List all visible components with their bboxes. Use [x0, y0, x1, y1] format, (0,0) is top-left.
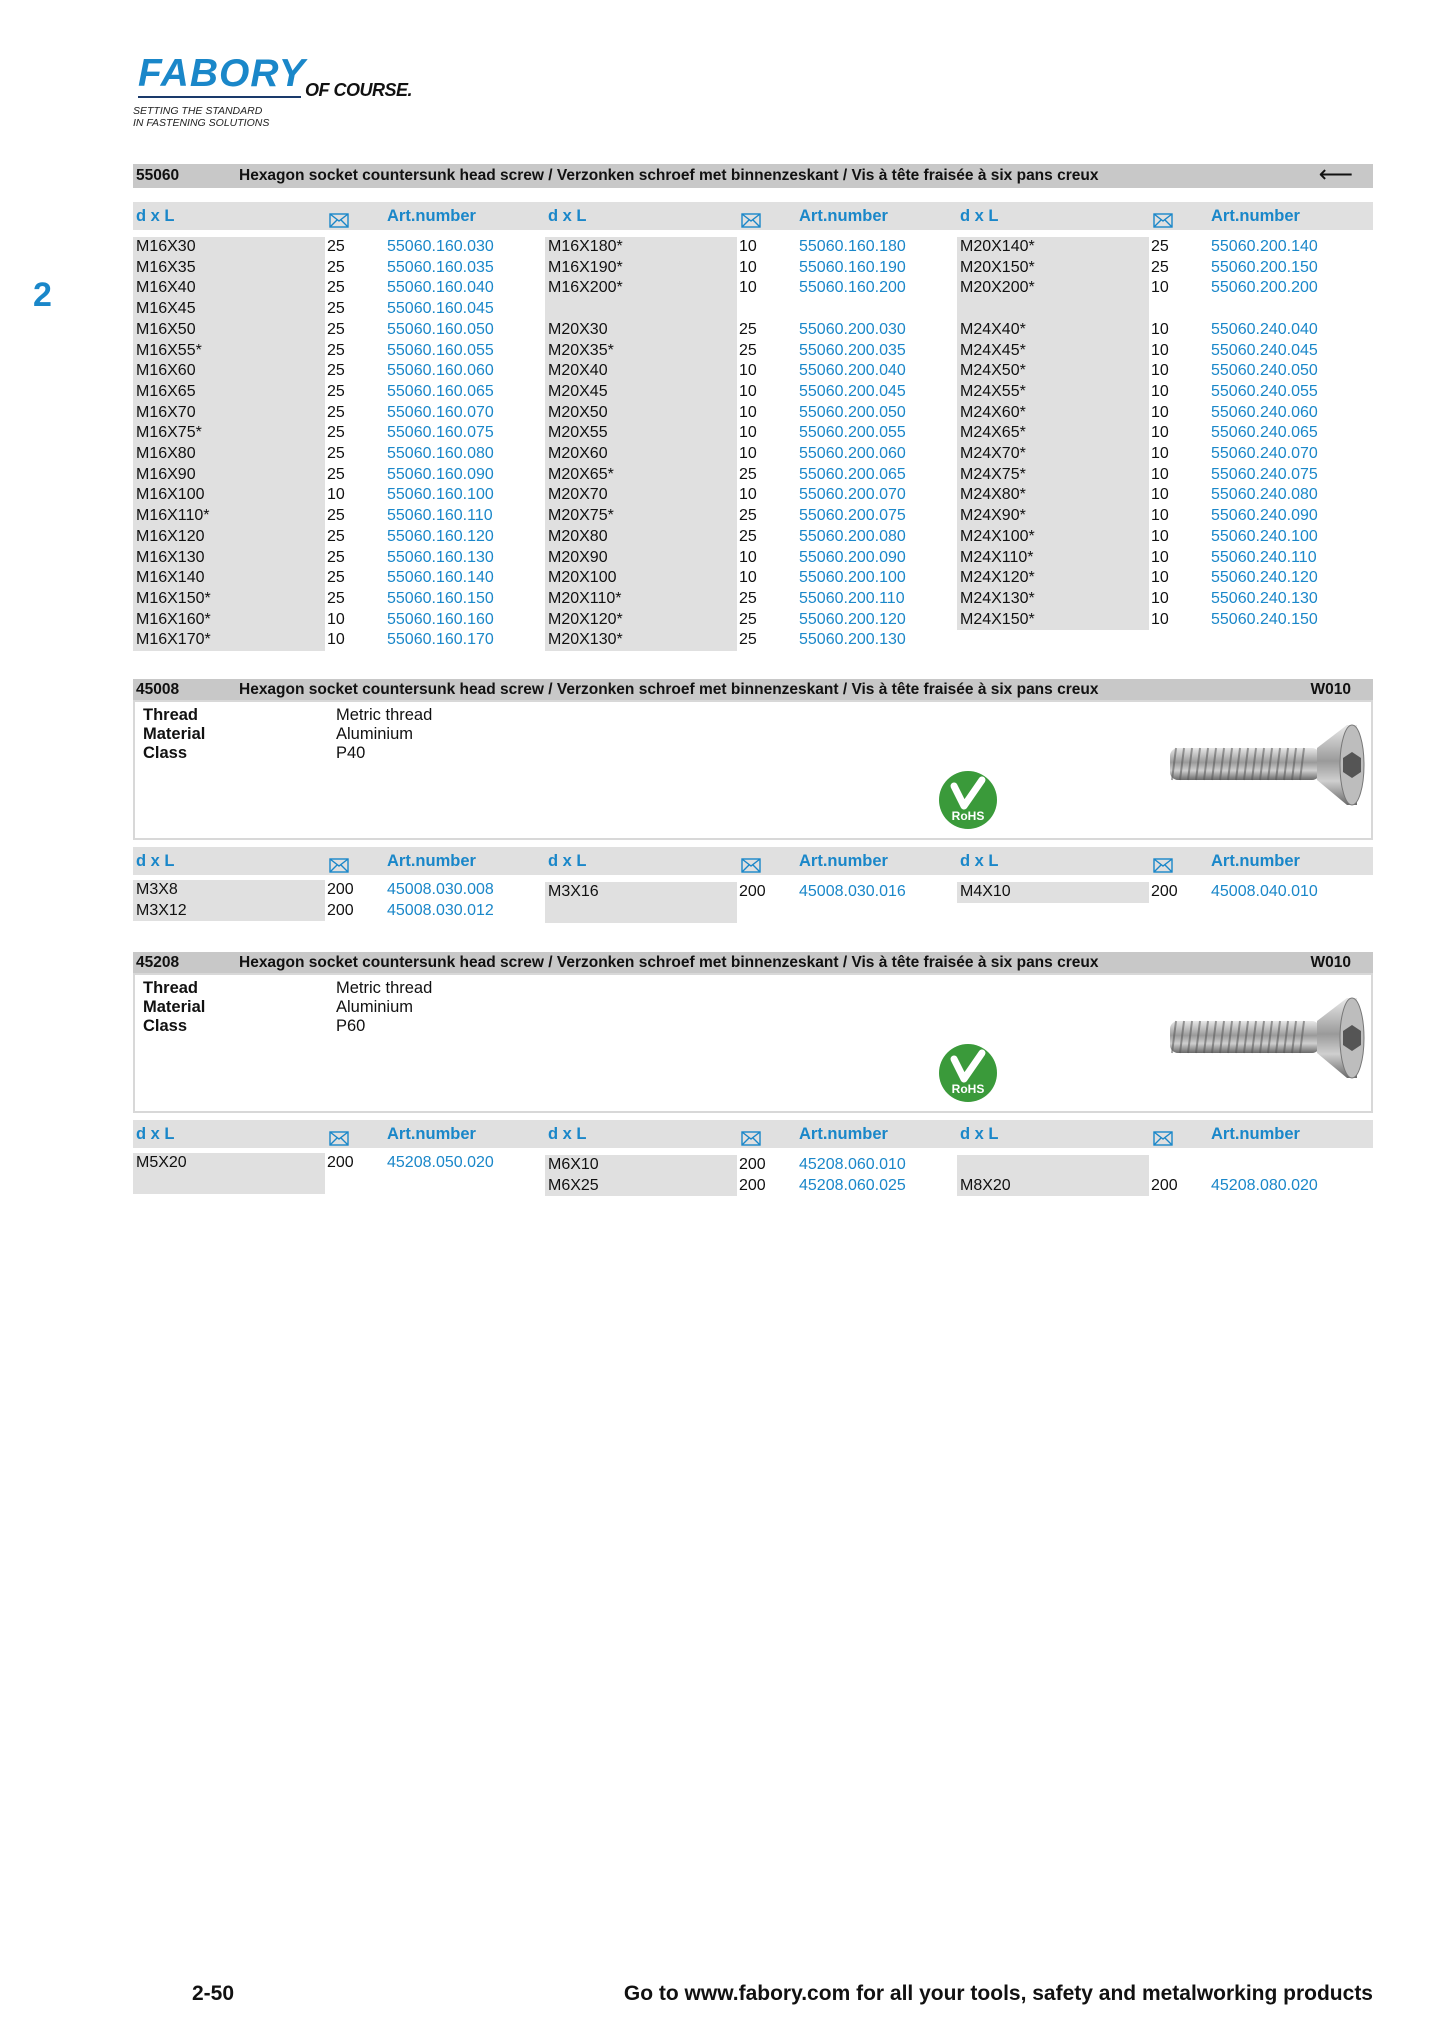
section-header-45208: [133, 952, 1373, 973]
article-number-link[interactable]: 55060.200.150: [1211, 258, 1318, 276]
size-cell: M5X20: [136, 1154, 187, 1171]
quantity-cell: 10: [739, 258, 757, 276]
size-cell: M24X110*: [960, 548, 1034, 566]
size-cell: M20X90: [548, 548, 608, 566]
article-number-link[interactable]: 55060.160.090: [387, 465, 494, 483]
article-number-link[interactable]: 45208.060.010: [799, 1156, 906, 1173]
logo-underline: [138, 96, 301, 98]
logo-tagline: SETTING THE STANDARD IN FASTENING SOLUTIONS: [133, 105, 270, 129]
quantity-cell: 10: [1151, 320, 1169, 338]
svg-text:RoHS: RoHS: [951, 809, 985, 823]
col-header-art: Art.number: [799, 852, 888, 870]
column-header-row: [133, 1120, 1373, 1148]
quantity-cell: 200: [739, 883, 766, 900]
quantity-cell: 25: [327, 424, 345, 442]
size-cell: M16X190*: [548, 258, 623, 276]
article-number-link[interactable]: 55060.160.130: [387, 548, 494, 566]
col-header-dxl: d x L: [136, 207, 175, 225]
size-cell: M16X35: [136, 258, 196, 276]
size-cell: M20X60: [548, 445, 608, 462]
back-arrow-icon[interactable]: ⟵: [1318, 161, 1353, 188]
size-cell: M24X150*: [960, 610, 1035, 628]
quantity-cell: 10: [739, 238, 757, 255]
article-number-link[interactable]: 55060.160.070: [387, 403, 494, 421]
col-header-dxl: d x L: [548, 207, 587, 225]
fabory-logo: [133, 52, 433, 132]
size-cell: M16X120: [136, 527, 205, 545]
article-number-link[interactable]: 55060.160.120: [387, 527, 494, 545]
envelope-icon: [1153, 209, 1173, 224]
article-number-link[interactable]: 55060.160.080: [387, 445, 494, 462]
quantity-cell: 10: [1151, 362, 1169, 380]
article-number-link[interactable]: 55060.240.080: [1211, 486, 1318, 504]
size-cell: M20X110*: [548, 589, 622, 607]
quantity-cell: 10: [1151, 569, 1169, 587]
chapter-number: 2: [33, 276, 52, 314]
quantity-cell: 200: [327, 881, 354, 898]
size-cell: M16X140: [136, 569, 205, 587]
quantity-cell: 25: [327, 548, 345, 566]
section-header-55060: [133, 161, 1373, 188]
logo-slogan: OF COURSE.: [305, 80, 413, 100]
size-cell: M20X35*: [548, 341, 614, 359]
article-number-link[interactable]: 55060.200.065: [799, 465, 906, 483]
size-cell: M3X16: [548, 883, 599, 900]
quantity-cell: 10: [739, 548, 757, 566]
article-number-link[interactable]: 55060.200.075: [799, 507, 906, 525]
quantity-cell: 25: [739, 341, 757, 359]
article-code: 45208: [136, 954, 180, 971]
article-number-link[interactable]: 55060.200.080: [799, 527, 906, 545]
size-cell: M24X70*: [960, 445, 1026, 462]
size-cell: M4X10: [960, 883, 1011, 900]
article-number-link[interactable]: 55060.160.035: [387, 258, 494, 276]
size-cell: M24X100*: [960, 527, 1035, 545]
size-cell: M24X40*: [960, 320, 1026, 338]
size-cell: M24X55*: [960, 382, 1026, 400]
footer-promo: Go to www.fabory.com for all your tools, safety and metalworking products: [623, 1982, 1373, 2005]
size-cell: M16X150*: [136, 589, 211, 607]
quantity-cell: 200: [1151, 883, 1178, 900]
article-number-link[interactable]: 55060.240.070: [1211, 445, 1318, 462]
quantity-cell: 10: [327, 631, 345, 649]
article-number-link[interactable]: 55060.240.040: [1211, 320, 1318, 338]
article-number-link[interactable]: 45008.030.008: [387, 881, 494, 898]
envelope-icon: [741, 854, 761, 869]
quantity-cell: 10: [739, 403, 757, 421]
article-number-link[interactable]: 55060.200.055: [799, 424, 906, 442]
quantity-cell: 200: [739, 1176, 766, 1194]
col-header-dxl: d x L: [548, 852, 587, 870]
article-number-link[interactable]: 55060.160.060: [387, 362, 494, 380]
section-title: Hexagon socket countersunk head screw / Verzonken schroef met binnenzeskant / Vis à tête fraisée à six pans creux: [239, 167, 1099, 184]
size-cell: M24X120*: [960, 569, 1035, 587]
size-cell: M16X55*: [136, 341, 202, 359]
quantity-cell: 25: [739, 465, 757, 483]
quantity-cell: 200: [1151, 1176, 1178, 1194]
size-cell: M16X50: [136, 320, 196, 338]
article-number-link[interactable]: 55060.160.160: [387, 610, 494, 628]
size-cell: M20X45: [548, 382, 608, 400]
size-cell: M24X75*: [960, 465, 1026, 483]
size-cell: M16X170*: [136, 631, 211, 649]
size-cell: M20X150*: [960, 258, 1035, 276]
quantity-cell: 10: [1151, 548, 1169, 566]
envelope-icon: [1153, 854, 1173, 869]
article-code: 45008: [136, 681, 180, 698]
size-cell: M16X130: [136, 548, 205, 566]
quantity-cell: 10: [739, 382, 757, 400]
quantity-cell: 25: [327, 527, 345, 545]
envelope-icon: [1153, 1127, 1173, 1142]
spec-box-45208: Thread Metric thread Material Aluminium Class P60 RoHS: [133, 973, 1373, 1113]
article-number-link[interactable]: 55060.160.065: [387, 382, 494, 400]
col-header-dxl: d x L: [960, 1125, 999, 1143]
column-header-row: [133, 847, 1373, 875]
size-cell: M16X200*: [548, 279, 623, 297]
size-cell: M16X80: [136, 445, 196, 462]
size-cell: M24X130*: [960, 589, 1035, 607]
article-number-link[interactable]: 55060.160.170: [387, 631, 494, 649]
quantity-cell: 10: [739, 569, 757, 587]
size-cell: M16X90: [136, 465, 196, 483]
article-number-link[interactable]: 55060.240.045: [1211, 341, 1318, 359]
quantity-cell: 10: [1151, 279, 1169, 297]
size-cell: M24X90*: [960, 507, 1026, 525]
envelope-icon: [329, 854, 349, 869]
size-cell: M20X100: [548, 569, 617, 587]
article-number-link[interactable]: 45008.030.016: [799, 883, 906, 900]
size-cell: M24X50*: [960, 362, 1026, 380]
article-number-link[interactable]: 55060.160.140: [387, 569, 494, 587]
article-number-link[interactable]: 55060.160.180: [799, 238, 906, 255]
screw-product-image: [1162, 720, 1372, 810]
col-header-art: Art.number: [387, 1125, 476, 1143]
size-cell: M16X30: [136, 238, 196, 255]
size-cell: M16X60: [136, 362, 196, 380]
quantity-cell: 10: [1151, 507, 1169, 525]
article-number-link[interactable]: 55060.160.050: [387, 320, 494, 338]
article-number-link[interactable]: 55060.240.075: [1211, 465, 1318, 483]
article-number-link[interactable]: 55060.200.040: [799, 362, 906, 380]
quantity-cell: 25: [739, 610, 757, 628]
svg-text:RoHS: RoHS: [951, 1082, 985, 1096]
rohs-badge-icon: [938, 1043, 998, 1103]
size-cell: M20X30: [548, 320, 608, 338]
article-number-link[interactable]: 45208.080.020: [1211, 1176, 1318, 1194]
quantity-cell: 25: [739, 320, 757, 338]
size-cell: M20X70: [548, 486, 608, 504]
col-header-dxl: d x L: [548, 1125, 587, 1143]
article-number-link[interactable]: 55060.200.130: [799, 631, 906, 649]
quantity-cell: 25: [327, 589, 345, 607]
col-header-art: Art.number: [1211, 207, 1300, 225]
quantity-cell: 200: [739, 1156, 766, 1173]
quantity-cell: 10: [1151, 465, 1169, 483]
section-code-right: W010: [1310, 954, 1351, 971]
quantity-cell: 10: [1151, 424, 1169, 442]
quantity-cell: 10: [739, 424, 757, 442]
quantity-cell: 10: [327, 486, 345, 504]
article-number-link[interactable]: 55060.240.150: [1211, 610, 1318, 628]
article-number-link[interactable]: 55060.200.090: [799, 548, 906, 566]
size-cell: M3X8: [136, 881, 178, 898]
article-number-link[interactable]: 55060.200.035: [799, 341, 906, 359]
quantity-cell: 10: [1151, 341, 1169, 359]
col-header-art: Art.number: [799, 1125, 888, 1143]
quantity-cell: 25: [327, 341, 345, 359]
article-number-link[interactable]: 55060.160.055: [387, 341, 494, 359]
envelope-icon: [741, 209, 761, 224]
article-number-link[interactable]: 55060.200.140: [1211, 238, 1318, 255]
col-header-dxl: d x L: [960, 207, 999, 225]
col-header-art: Art.number: [799, 207, 888, 225]
envelope-icon: [329, 209, 349, 224]
article-number-link[interactable]: 55060.240.100: [1211, 527, 1318, 545]
quantity-cell: 10: [1151, 382, 1169, 400]
quantity-cell: 25: [327, 382, 345, 400]
screw-product-image: [1162, 993, 1372, 1083]
article-number-link[interactable]: 55060.240.120: [1211, 569, 1318, 587]
quantity-cell: 25: [739, 507, 757, 525]
article-number-link[interactable]: 55060.240.090: [1211, 507, 1318, 525]
quantity-cell: 10: [327, 610, 345, 628]
quantity-cell: 25: [739, 589, 757, 607]
quantity-cell: 10: [1151, 610, 1169, 628]
article-number-link[interactable]: 55060.200.050: [799, 403, 906, 421]
article-number-link[interactable]: 55060.200.100: [799, 569, 906, 587]
quantity-cell: 200: [327, 1154, 354, 1171]
quantity-cell: 25: [327, 362, 345, 380]
size-cell: M20X140*: [960, 238, 1035, 255]
section-header-45008: [133, 679, 1373, 700]
size-cell: M16X45: [136, 300, 196, 318]
article-number-link[interactable]: 55060.200.030: [799, 320, 906, 338]
article-number-link[interactable]: 45208.060.025: [799, 1176, 906, 1194]
article-number-link[interactable]: 55060.240.055: [1211, 382, 1318, 400]
quantity-cell: 10: [1151, 527, 1169, 545]
section-code-right: W010: [1310, 681, 1351, 698]
article-number-link[interactable]: 55060.160.100: [387, 486, 494, 504]
article-number-link[interactable]: 55060.160.030: [387, 238, 494, 255]
quantity-cell: 25: [1151, 238, 1169, 255]
quantity-cell: 25: [739, 631, 757, 649]
size-cell: M24X80*: [960, 486, 1026, 504]
quantity-cell: 25: [739, 527, 757, 545]
section-title: Hexagon socket countersunk head screw / Verzonken schroef met binnenzeskant / Vis à tête fraisée à six pans creux: [239, 954, 1099, 971]
size-cell: M20X200*: [960, 279, 1035, 297]
quantity-cell: 10: [739, 362, 757, 380]
col-header-dxl: d x L: [960, 852, 999, 870]
article-number-link[interactable]: 55060.160.110: [387, 507, 493, 525]
page-number: 2-50: [192, 1982, 235, 2005]
quantity-cell: 10: [739, 486, 757, 504]
article-number-link[interactable]: 45208.050.020: [387, 1154, 494, 1171]
article-number-link[interactable]: 55060.240.060: [1211, 403, 1318, 421]
logo-wordmark: FABORY: [138, 52, 306, 95]
size-cell: M20X120*: [548, 610, 623, 628]
quantity-cell: 25: [327, 279, 345, 297]
size-cell: M16X110*: [136, 507, 210, 525]
quantity-cell: 25: [327, 258, 345, 276]
quantity-cell: 25: [327, 403, 345, 421]
quantity-cell: 10: [1151, 486, 1169, 504]
size-cell: M16X40: [136, 279, 196, 297]
quantity-cell: 25: [1151, 258, 1169, 276]
article-number-link[interactable]: 55060.200.200: [1211, 279, 1318, 297]
size-cell: M20X65*: [548, 465, 614, 483]
article-number-link[interactable]: 55060.160.045: [387, 300, 494, 318]
size-cell: M20X75*: [548, 507, 614, 525]
size-cell: M20X80: [548, 527, 608, 545]
article-number-link[interactable]: 55060.240.110: [1211, 548, 1317, 566]
article-number-link[interactable]: 55060.200.120: [799, 610, 906, 628]
size-cell: M6X25: [548, 1176, 599, 1194]
size-cell: M6X10: [548, 1156, 599, 1173]
size-cell: M3X12: [136, 901, 187, 919]
article-number-link[interactable]: 45008.040.010: [1211, 883, 1318, 900]
col-header-art: Art.number: [1211, 1125, 1300, 1143]
article-number-link[interactable]: 55060.240.065: [1211, 424, 1318, 442]
spec-box-45008: Thread Metric thread Material Aluminium Class P40 RoHS: [133, 700, 1373, 840]
article-number-link[interactable]: 45008.030.012: [387, 901, 494, 919]
article-number-link[interactable]: 55060.200.060: [799, 445, 906, 462]
size-cell: M16X65: [136, 382, 196, 400]
size-cell: M20X130*: [548, 631, 623, 649]
quantity-cell: 25: [327, 238, 345, 255]
article-number-link[interactable]: 55060.160.040: [387, 279, 494, 297]
quantity-cell: 25: [327, 465, 345, 483]
quantity-cell: 10: [1151, 445, 1169, 462]
quantity-cell: 25: [327, 320, 345, 338]
quantity-cell: 10: [739, 445, 757, 462]
quantity-cell: 10: [739, 279, 757, 297]
article-number-link[interactable]: 55060.160.200: [799, 279, 906, 297]
size-cell: M24X60*: [960, 403, 1026, 421]
envelope-icon: [329, 1127, 349, 1142]
quantity-cell: 25: [327, 445, 345, 462]
size-cell: M20X40: [548, 362, 608, 380]
size-cell: M20X55: [548, 424, 608, 442]
article-number-link[interactable]: 55060.160.150: [387, 589, 494, 607]
article-number-link[interactable]: 55060.240.130: [1211, 589, 1318, 607]
size-cell: M24X65*: [960, 424, 1026, 442]
article-number-link[interactable]: 55060.240.050: [1211, 362, 1318, 380]
rohs-badge-icon: [938, 770, 998, 830]
column-header-row: [133, 202, 1373, 230]
size-cell: M16X70: [136, 403, 196, 421]
size-cell: M16X100: [136, 486, 205, 504]
article-number-link[interactable]: 55060.200.070: [799, 486, 906, 504]
section-title: Hexagon socket countersunk head screw / Verzonken schroef met binnenzeskant / Vis à tête fraisée à six pans creux: [239, 681, 1099, 698]
size-cell: M16X75*: [136, 424, 202, 442]
size-cell: M24X45*: [960, 341, 1026, 359]
col-header-art: Art.number: [1211, 852, 1300, 870]
article-number-link[interactable]: 55060.160.190: [799, 258, 906, 276]
envelope-icon: [741, 1127, 761, 1142]
size-cell: M20X50: [548, 403, 608, 421]
col-header-art: Art.number: [387, 852, 476, 870]
col-header-dxl: d x L: [136, 1125, 175, 1143]
article-number-link[interactable]: 55060.200.110: [799, 589, 905, 607]
quantity-cell: 200: [327, 901, 354, 919]
quantity-cell: 10: [1151, 589, 1169, 607]
size-cell: M16X160*: [136, 610, 211, 628]
size-cell: M8X20: [960, 1176, 1011, 1194]
article-code: 55060: [136, 167, 180, 184]
quantity-cell: 25: [327, 300, 345, 318]
col-header-dxl: d x L: [136, 852, 175, 870]
quantity-cell: 25: [327, 569, 345, 587]
quantity-cell: 10: [1151, 403, 1169, 421]
size-cell: M16X180*: [548, 238, 623, 255]
article-number-link[interactable]: 55060.200.045: [799, 382, 906, 400]
quantity-cell: 25: [327, 507, 345, 525]
col-header-art: Art.number: [387, 207, 476, 225]
article-number-link[interactable]: 55060.160.075: [387, 424, 494, 442]
